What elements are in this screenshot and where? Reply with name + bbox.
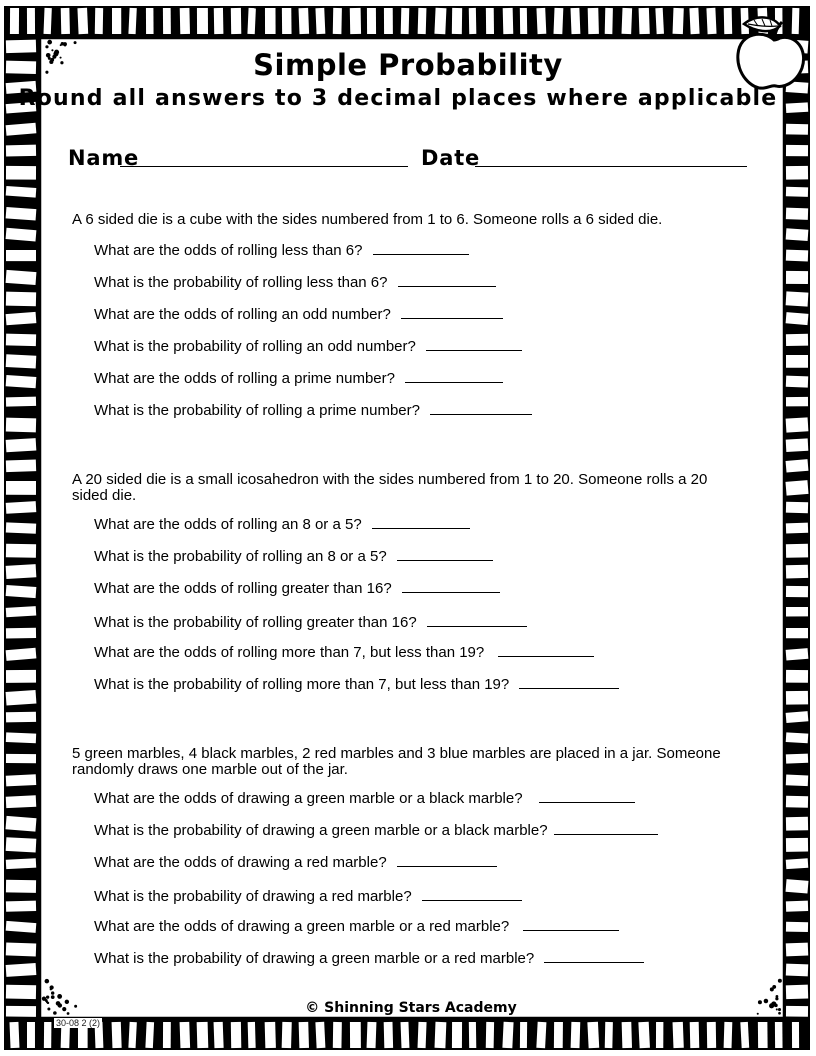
question-3-1: What are the odds of drawing a green marble or a black marble?: [94, 790, 635, 808]
date-label: Date: [421, 146, 481, 170]
question-3-2: What is the probability of drawing a green marble or a black marble?: [94, 822, 658, 840]
answer-blank[interactable]: [426, 350, 522, 351]
page-title: Simple Probability: [253, 48, 563, 82]
question-2-5: What are the odds of rolling more than 7, but less than 19?: [94, 644, 594, 662]
question-1-2: What is the probability of rolling less than 6?: [94, 274, 496, 292]
answer-blank[interactable]: [554, 834, 658, 835]
question-2-6: What is the probability of rolling more than 7, but less than 19?: [94, 676, 619, 694]
answer-blank[interactable]: [401, 318, 503, 319]
answer-blank[interactable]: [427, 626, 527, 627]
answer-blank[interactable]: [523, 930, 619, 931]
answer-blank[interactable]: [402, 592, 500, 593]
answer-blank[interactable]: [422, 900, 522, 901]
copyright-footer: © Shinning Stars Academy: [305, 1000, 517, 1016]
answer-blank[interactable]: [498, 656, 594, 657]
answer-blank[interactable]: [430, 414, 532, 415]
question-3-3: What are the odds of drawing a red marble?: [94, 854, 497, 872]
question-2-1: What are the odds of rolling an 8 or a 5?: [94, 516, 470, 534]
answer-blank[interactable]: [519, 688, 619, 689]
question-1-1: What are the odds of rolling less than 6?: [94, 242, 469, 260]
answer-blank[interactable]: [405, 382, 503, 383]
section-1-intro: A 6 sided die is a cube with the sides numbered from 1 to 6. Someone rolls a 6 sided die.: [72, 211, 663, 228]
name-field-line[interactable]: [120, 166, 408, 167]
answer-blank[interactable]: [373, 254, 469, 255]
date-field-line[interactable]: [475, 166, 747, 167]
section-3-intro: 5 green marbles, 4 black marbles, 2 red marbles and 3 blue marbles are placed in a jar. Someone randomly draws one marble out of the jar.: [72, 745, 721, 778]
question-3-4: What is the probability of drawing a red marble?: [94, 888, 522, 906]
section-2-intro: A 20 sided die is a small icosahedron with the sides numbered from 1 to 20. Someone rolls a 20 sided die.: [72, 471, 708, 504]
question-3-5: What are the odds of drawing a green marble or a red marble?: [94, 918, 619, 936]
question-1-3: What are the odds of rolling an odd number?: [94, 306, 503, 324]
name-label: Name: [68, 146, 140, 170]
document-stamp: 30-08 2 (2): [56, 1018, 101, 1028]
question-1-4: What is the probability of rolling an odd number?: [94, 338, 522, 356]
answer-blank[interactable]: [397, 866, 497, 867]
question-1-6: What is the probability of rolling a prime number?: [94, 402, 532, 420]
answer-blank[interactable]: [544, 962, 644, 963]
answer-blank[interactable]: [539, 802, 635, 803]
question-2-4: What is the probability of rolling greater than 16?: [94, 614, 527, 632]
question-2-2: What is the probability of rolling an 8 or a 5?: [94, 548, 493, 566]
answer-blank[interactable]: [398, 286, 496, 287]
answer-blank[interactable]: [372, 528, 470, 529]
question-2-3: What are the odds of rolling greater than 16?: [94, 580, 500, 598]
page-subtitle: Round all answers to 3 decimal places where applicable: [18, 86, 778, 111]
answer-blank[interactable]: [397, 560, 493, 561]
question-3-6: What is the probability of drawing a green marble or a red marble?: [94, 950, 644, 968]
question-1-5: What are the odds of rolling a prime number?: [94, 370, 503, 388]
